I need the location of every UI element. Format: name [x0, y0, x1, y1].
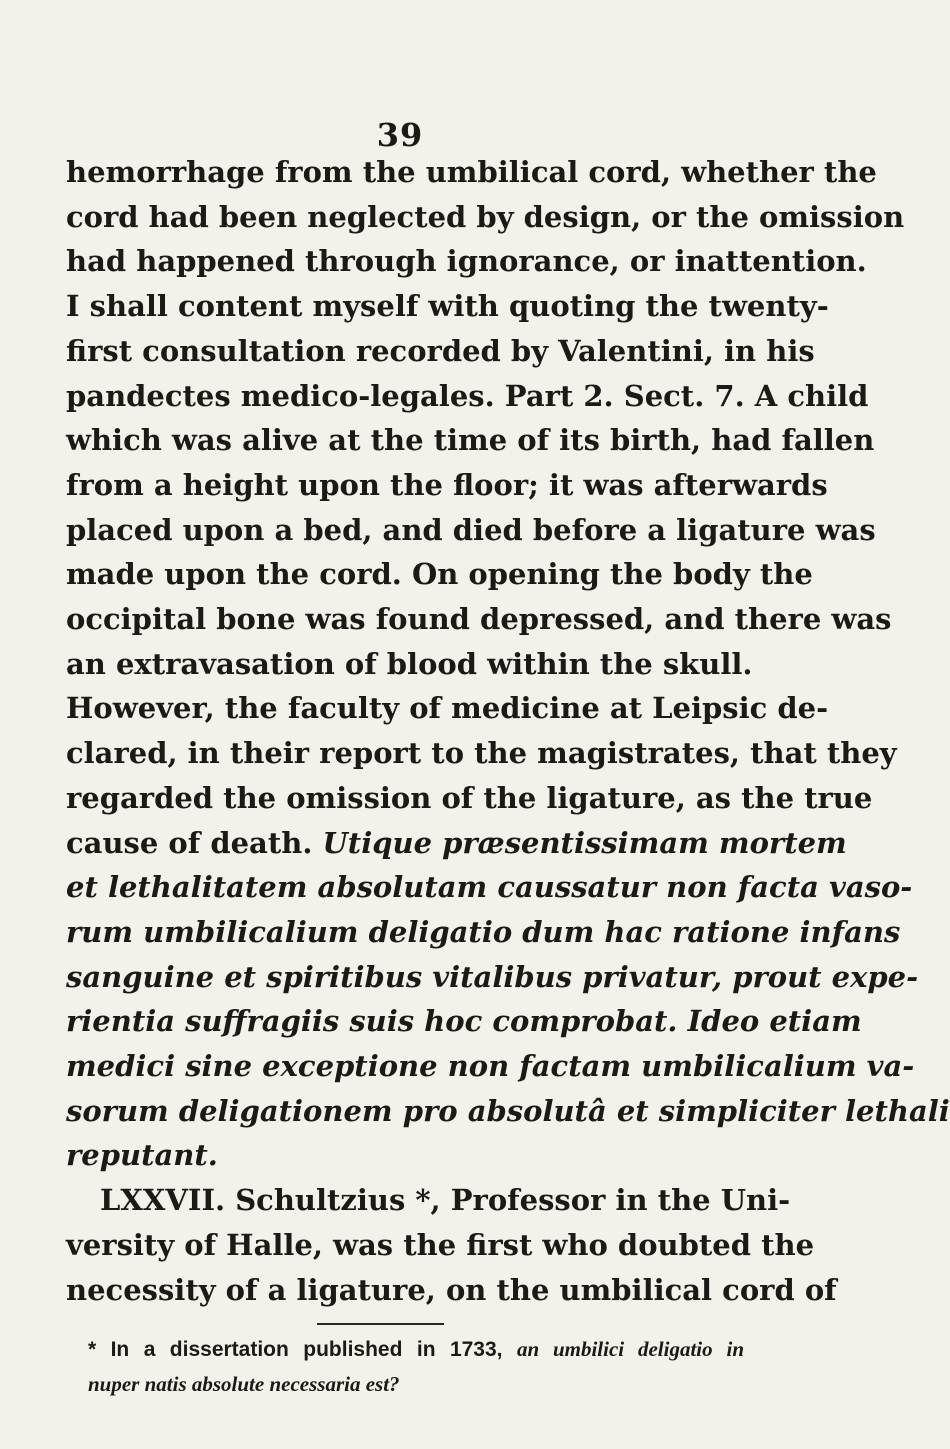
text-line: hemorrhage from the umbilical cord, whether the [66, 155, 877, 189]
text-run: cause of death. [66, 825, 323, 860]
text-line: clared, in their report to the magistrates, that they [66, 736, 897, 771]
latin-quote-line: rientia suffragiis suis hoc comprobat. Ideo etiam [66, 1004, 862, 1039]
section-start-line: LXXVII. Schultzius *, Professor in the Uni- [100, 1183, 791, 1218]
footnote [88, 1332, 744, 1401]
text-line: placed upon a bed, and died before a ligature was [66, 512, 876, 547]
page-number: 39 [376, 116, 424, 154]
latin-quote-line: sorum deligationem pro absolutâ et simpliciter lethali [66, 1093, 950, 1128]
latin-quote-run: Utique præsentissimam mortem [322, 825, 847, 860]
footnote-italic-line: nuper natis absolute necessaria est? [88, 1372, 400, 1396]
footnote-text: * In a dissertation published in 1733, [88, 1338, 517, 1361]
text-line: first consultation recorded by Valentini, in his [66, 333, 815, 368]
latin-quote-line: reputant. [66, 1138, 218, 1173]
body-text [66, 150, 950, 1312]
text-line: from a height upon the floor; it was afterwards [66, 467, 828, 502]
text-line: pandectes medico-legales. Part 2. Sect. 7. A child [66, 378, 869, 413]
text-line: regarded the omission of the ligature, as the true [66, 780, 873, 815]
text-line-mixed [66, 821, 847, 866]
text-line: versity of Halle, was the first who doubted the [66, 1227, 815, 1262]
text-line: made upon the cord. On opening the body the [66, 557, 813, 592]
footnote-rule [317, 1323, 444, 1325]
text-line: an extravasation of blood within the skull. [66, 646, 753, 681]
latin-quote-line: rum umbilicalium deligatio dum hac ratione infans [66, 914, 901, 949]
footnote-italic-text: an umbilici deligatio in [516, 1337, 744, 1361]
text-line: necessity of a ligature, on the umbilical cord of [66, 1272, 837, 1307]
footnote-line [88, 1332, 744, 1367]
text-line: occipital bone was found depressed, and there was [66, 602, 892, 637]
text-line: which was alive at the time of its birth, had fallen [66, 423, 875, 458]
latin-quote-line: medici sine exceptione non factam umbilicalium va- [66, 1049, 915, 1084]
text-line: However, the faculty of medicine at Leipsic de- [66, 691, 829, 726]
latin-quote-line: sanguine et spiritibus vitalibus privatur, prout expe- [66, 959, 919, 994]
text-line: I shall content myself with quoting the twenty- [66, 289, 829, 324]
text-line: had happened through ignorance, or inattention. [66, 244, 867, 279]
latin-quote-line: et lethalitatem absolutam caussatur non facta vaso- [66, 870, 913, 905]
text-line: cord had been neglected by design, or the omission [66, 199, 905, 234]
